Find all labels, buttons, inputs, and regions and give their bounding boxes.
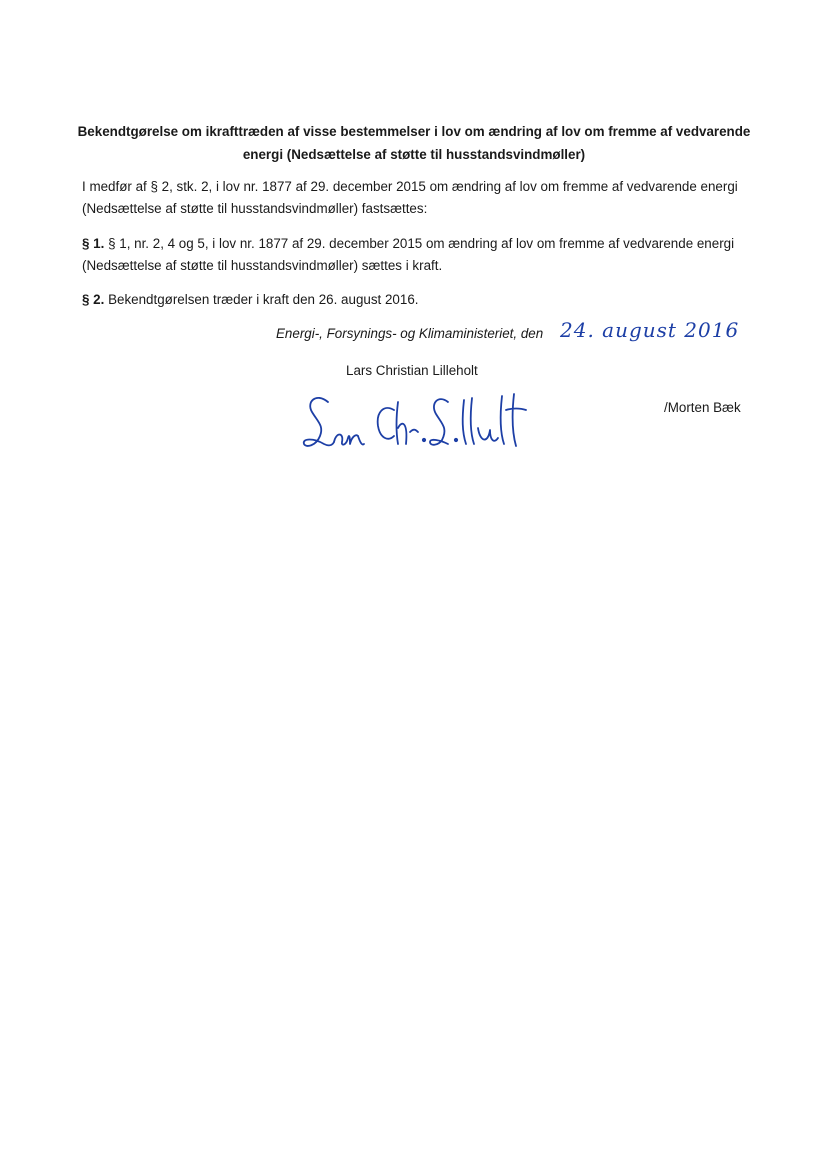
section-1-text: § 1, nr. 2, 4 og 5, i lov nr. 1877 af 29. december 2015 om ændring af lov om fremme af vedvarende energi (Nedsættelse af støtte til husstandsvindmøller) sættes i kraft. [82, 236, 735, 273]
section-1-paragraph [82, 233, 752, 277]
section-2-text: Bekendtgørelsen træder i kraft den 26. august 2016. [108, 292, 419, 307]
section-1-marker: § 1. [82, 236, 105, 251]
place-date-line: Energi-, Forsynings- og Klimaministeriet, den [276, 326, 544, 341]
handwritten-date: 24. august 2016 [560, 318, 740, 342]
minister-name: Lars Christian Lilleholt [346, 363, 478, 378]
handwritten-signature [298, 388, 538, 458]
section-2-marker: § 2. [82, 292, 105, 307]
preamble-paragraph: I medfør af § 2, stk. 2, i lov nr. 1877 af 29. december 2015 om ændring af lov om fremme af vedvarende energi (Nedsættelse af støtte til husstandsvindmøller) fastsættes: [82, 179, 738, 216]
document-title: Bekendtgørelse om ikrafttræden af visse bestemmelser i lov om ændring af lov om fremme af vedvarende energi (Nedsættelse af støtte til husstandsvindmøller) [77, 124, 751, 162]
section-2-paragraph [82, 289, 752, 311]
co-signer-name: /Morten Bæk [664, 400, 741, 415]
